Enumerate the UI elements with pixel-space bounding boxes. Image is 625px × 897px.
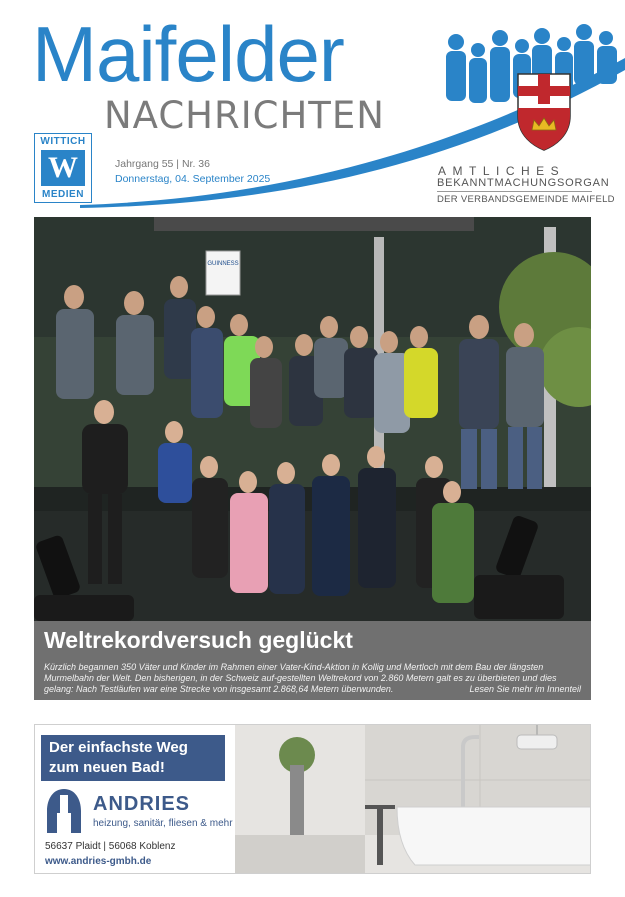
article-headline: Weltrekordversuch geglückt [44,627,353,653]
publisher-logo [34,133,94,205]
newspaper-title: Maifelder [32,10,344,98]
hero-photo [34,217,591,621]
organ-line-2: BEKANNTMACHUNGSORGAN [437,177,610,189]
coat-of-arms-icon [516,72,572,152]
ad-text-panel [35,725,235,873]
ad-address: 56637 Plaidt | 56068 Koblenz [45,841,176,852]
newspaper-subtitle: NACHRICHTEN [104,94,385,137]
article-teaser [34,621,591,700]
advertisement[interactable] [34,724,591,874]
read-more-note: Lesen Sie mehr im Innenteil [469,684,581,694]
masthead [0,0,625,215]
publisher-logo-mark: W [41,150,85,186]
ad-slogan-line-1: Der einfachste Weg [49,739,188,756]
organ-divider [437,191,592,192]
organ-line-3: DER VERBANDSGEMEINDE MAIFELD [437,194,615,205]
issue-date: Donnerstag, 04. September 2025 [115,173,271,185]
publisher-logo-bottom: MEDIEN [42,189,84,200]
issue-number: Jahrgang 55 | Nr. 36 [115,158,210,170]
ad-slogan-box [41,735,225,781]
ad-brand-name: ANDRIES [93,793,191,815]
article-lede: Kürzlich begannen 350 Väter und Kinder im Rahmen einer Vater-Kind-Aktion in Kollig und Mertloch mit dem Bau der längsten Murmelbahn der Welt. Den bisherigen, in der Schweiz auf-gestellten Weltrekord von 2.860 Metern galt es zu überbieten und dies gelang: Nach Testläufen war eine Strecke von insgesamt 2.868,64 Metern überwunden. [44,662,557,694]
certificate-label: GUINNESS [207,261,239,267]
andries-logo-icon [45,787,83,835]
ad-tagline: heizung, sanitär, fliesen & mehr [93,818,233,829]
organ-line-1: AMTLICHES [438,164,566,178]
ad-website-link[interactable]: www.andries-gmbh.de [45,856,152,867]
hero-photo-illustration [34,217,591,621]
publisher-logo-top: WITTICH [40,136,86,147]
ad-slogan-line-2: zum neuen Bad! [49,759,165,776]
